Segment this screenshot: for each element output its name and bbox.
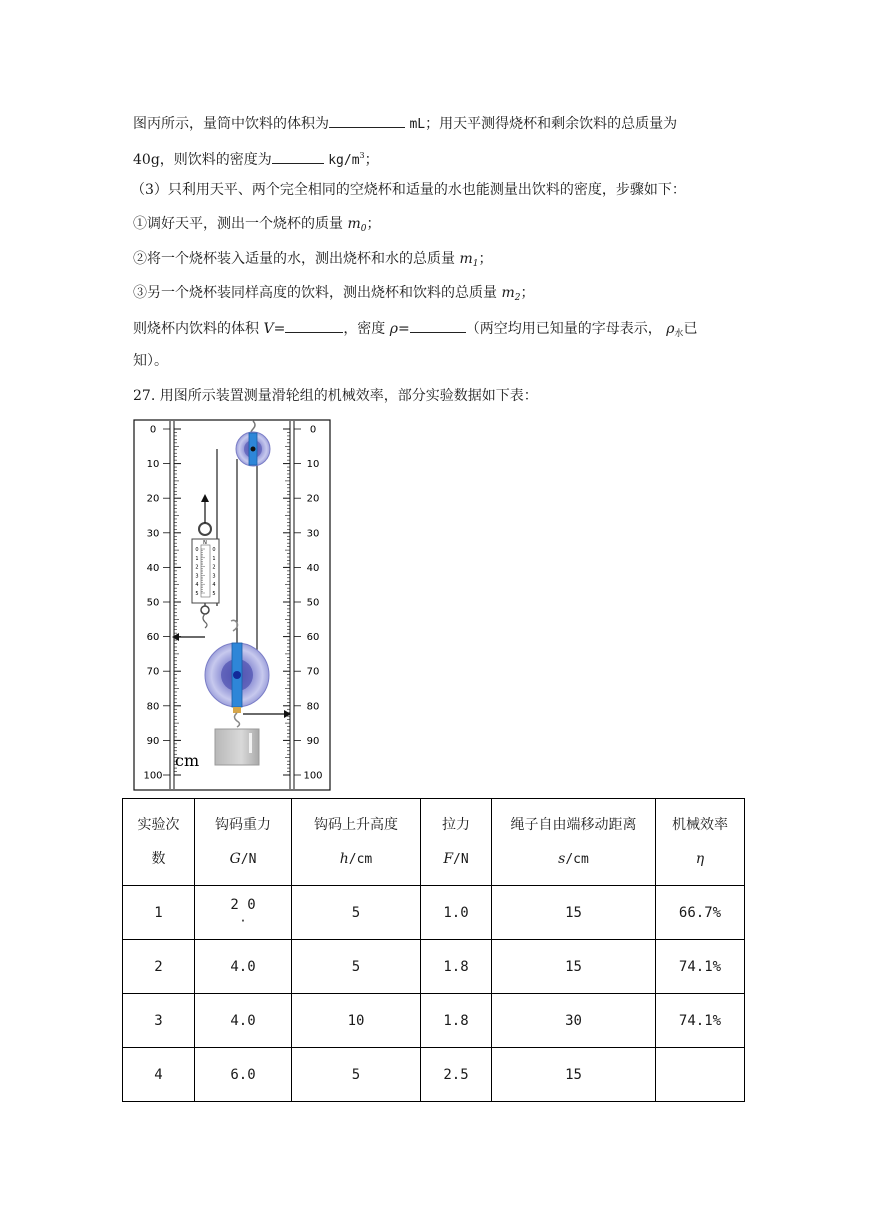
q27-prompt: 27. 用图所示装置测量滑轮组的机械效率，部分实验数据如下表： [133, 388, 538, 404]
meter-left-label: 4 [195, 582, 199, 589]
left-ruler-tick-label: 60 [146, 632, 160, 644]
table-row: 1 2 0 · 5 1.0 15 66.7% [123, 886, 745, 940]
table-header-row [123, 799, 745, 886]
left-ruler-tick-label: 20 [146, 493, 160, 505]
q26-answer-line: 则烧杯内饮料的体积 V= ，密度 ρ= （两空均用已知量的字母表示， $\rho_水$已 [133, 317, 697, 344]
pulley-apparatus-figure [133, 419, 331, 791]
right-ruler-tick-label: 10 [306, 459, 320, 471]
right-ruler-tick-label: 60 [306, 632, 320, 644]
meter-left-label: 5 [195, 591, 199, 597]
right-ruler-tick-label: 0 [309, 424, 317, 436]
left-ruler-tick-label: 10 [146, 459, 160, 471]
right-ruler-tick-label: 70 [306, 666, 320, 678]
efficiency-blank-cell[interactable] [656, 1048, 745, 1102]
header-height: 钩码上升高度 h/cm [292, 799, 421, 886]
left-ruler-tick-label: 70 [146, 666, 160, 678]
q26-step-2: ②将一个烧杯装入适量的水，测出烧杯和水的总质量 $m_1$； [133, 251, 493, 269]
meter-right-label: 0 [212, 547, 216, 553]
table-row: 3 4.0 10 1.8 30 74.1% [123, 994, 745, 1048]
left-ruler-tick-label: 50 [146, 597, 160, 609]
unit-cm-label: cm [175, 751, 200, 770]
right-ruler-tick-label: 40 [306, 562, 320, 574]
meter-left-label: 1 [195, 555, 199, 562]
density-expression-blank[interactable] [410, 317, 466, 333]
q26-part3-intro: （3）只利用天平、两个完全相同的空烧杯和适量的水也能测量出饮料的密度，步骤如下： [131, 182, 686, 198]
density-blank[interactable] [272, 148, 324, 164]
left-ruler-tick-label: 90 [146, 735, 160, 747]
header-efficiency: 机械效率 η [656, 799, 745, 886]
volume-blank[interactable] [329, 112, 405, 128]
right-ruler-tick-label: 50 [306, 597, 320, 609]
left-ruler-tick-label: 40 [146, 562, 160, 574]
meter-unit-label: N [203, 540, 207, 546]
q26-answer-line-end: 知）。 [133, 353, 168, 369]
volume-expression-blank[interactable] [285, 317, 343, 333]
table-row: 4 6.0 5 2.5 15 [123, 1048, 745, 1102]
left-ruler-tick-label: 100 [143, 770, 163, 782]
header-trial-number: 实验次 数 [123, 799, 195, 886]
experiment-data-table [122, 798, 745, 1102]
meter-left-label: 0 [195, 547, 199, 553]
meter-right-label: 5 [212, 591, 216, 597]
right-ruler-tick-label: 20 [306, 493, 320, 505]
q26-line-density: 40g，则饮料的密度为 $kg/m^3$； [133, 146, 379, 171]
right-ruler-tick-label: 100 [303, 770, 323, 782]
left-ruler-tick-label: 80 [146, 701, 160, 713]
right-ruler-tick-label: 90 [306, 735, 320, 747]
q26-step-3: ③另一个烧杯装同样高度的饮料，测出烧杯和饮料的总质量 $m_2$； [133, 285, 535, 303]
right-ruler-tick-label: 80 [306, 701, 320, 713]
q26-step-1: ①调好天平，测出一个烧杯的质量 $m_0$； [133, 216, 381, 234]
left-ruler-tick-label: 0 [149, 424, 157, 436]
meter-left-label: 2 [195, 564, 199, 571]
meter-left-label: 3 [195, 573, 199, 580]
header-weight: 钩码重力 G/N [195, 799, 292, 886]
header-distance: 绳子自由端移动距离 s/cm [492, 799, 656, 886]
header-force: 拉力 F/N [421, 799, 492, 886]
meter-right-label: 1 [212, 555, 216, 562]
meter-right-label: 4 [212, 582, 216, 589]
meter-right-label: 2 [212, 564, 216, 571]
table-row: 2 4.0 5 1.8 15 74.1% [123, 940, 745, 994]
left-ruler-tick-label: 30 [146, 528, 160, 540]
right-ruler-tick-label: 30 [306, 528, 320, 540]
q26-line-volume: 图丙所示，量筒中饮料的体积为 mL；用天平测得烧杯和剩余饮料的总质量为 [133, 112, 677, 135]
meter-right-label: 3 [212, 573, 216, 580]
